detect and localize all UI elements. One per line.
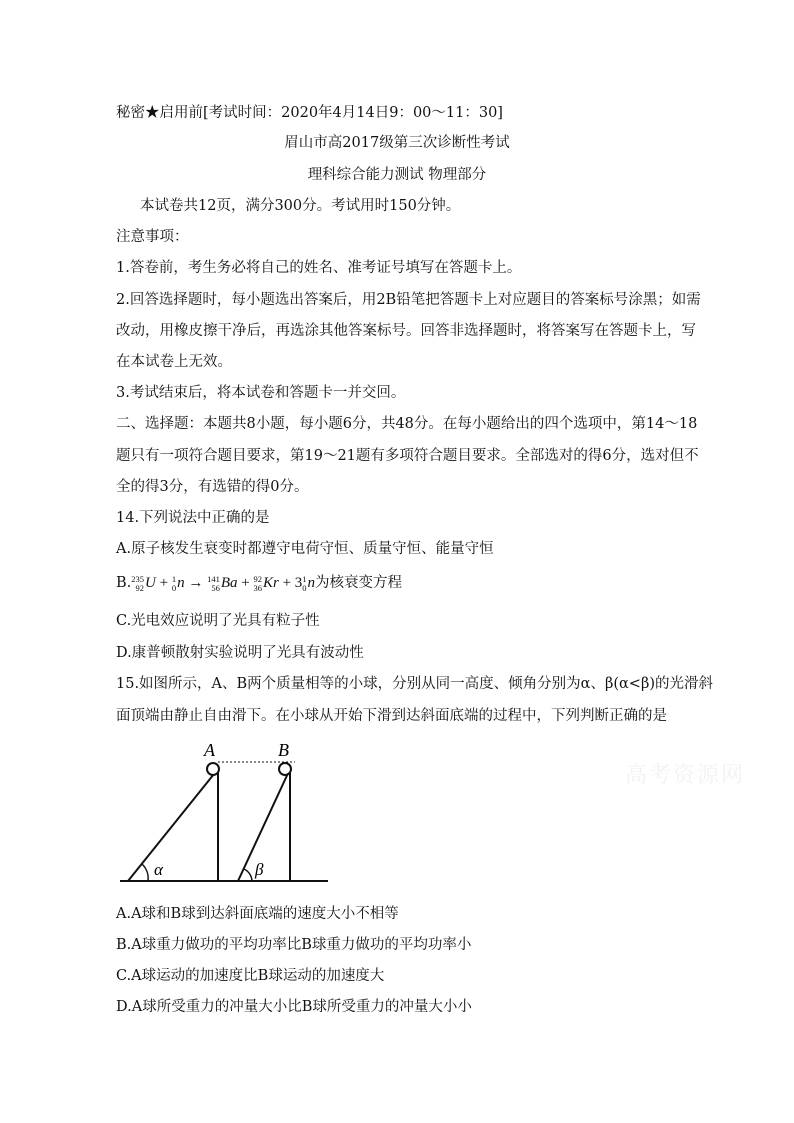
n2-charge-number: 0 bbox=[302, 582, 307, 593]
q15-option-c: C.A球运动的加速度比B球运动的加速度大 bbox=[116, 968, 385, 984]
u-mass-number: 235 bbox=[131, 573, 145, 584]
secret-line: 秘密★启用前[考试时间：2020年4月14日9：00～11：30] bbox=[116, 105, 503, 121]
q14-option-d: D.康普顿散射实验说明了光具有波动性 bbox=[116, 645, 364, 661]
kr-isotope-numbers bbox=[253, 575, 262, 593]
exam-title: 眉山市高2017级第三次诊断性考试 bbox=[284, 135, 510, 151]
section-2-line-1: 二、选择题：本题共8小题，每小题6分，共48分。在每小题给出的四个选项中，第14～18 bbox=[116, 416, 698, 432]
n2-mass-number: 1 bbox=[302, 573, 307, 584]
notice-item-2-line-3: 在本试卷上无效。 bbox=[116, 354, 232, 370]
q15-stem-line-1: 15.如图所示，A、B两个质量相等的小球，分别从同一高度、倾角分别为α、β(α<β)的光滑斜 bbox=[116, 676, 713, 692]
exam-subtitle: 理科综合能力测试 物理部分 bbox=[307, 167, 487, 183]
kr-symbol: Kr bbox=[262, 575, 279, 591]
ba-mass-number: 141 bbox=[207, 573, 220, 584]
q14-option-a: A.原子核发生衰变时都遵守电荷守恒、质量守恒、能量守恒 bbox=[116, 541, 494, 557]
notice-item-2-line-2: 改动，用橡皮擦干净后，再选涂其他答案标号。回答非选择题时，将答案写在答题卡上，写 bbox=[116, 323, 696, 339]
q15-stem-line-2: 面顶端由静止自由滑下。在小球从开始下滑到达斜面底端的过程中，下列判断正确的是 bbox=[116, 708, 667, 724]
label-a: A bbox=[204, 740, 215, 760]
angle-alpha-arc bbox=[142, 864, 148, 881]
q15-option-d: D.A球所受重力的冲量大小比B球所受重力的冲量大小小 bbox=[116, 999, 472, 1015]
u-charge-number: 92 bbox=[135, 582, 145, 593]
exam-intro: 本试卷共12页，满分300分。考试用时150分钟。 bbox=[140, 198, 461, 214]
watermark: 高考资源网 bbox=[625, 763, 746, 788]
q14-option-c: C.光电效应说明了光具有粒子性 bbox=[116, 613, 320, 629]
q15-option-b: B.A球重力做功的平均功率比B球重力做功的平均功率小 bbox=[116, 937, 472, 953]
q14-option-b-suffix: 为核衰变方程 bbox=[315, 575, 403, 591]
ball-a bbox=[207, 763, 219, 775]
incline-b-slope bbox=[238, 769, 290, 881]
section-2-line-2: 题只有一项符合题目要求，第19～21题有多项符合题目要求。全部选对的得6分，选对但不 bbox=[116, 448, 699, 464]
n1-mass-number: 1 bbox=[171, 573, 177, 584]
label-alpha: α bbox=[154, 860, 163, 879]
notice-item-1: 1.答卷前，考生务必将自己的姓名、准考证号填写在答题卡上。 bbox=[116, 260, 522, 276]
section-2-line-3: 全的得3分，有选错的得0分。 bbox=[116, 479, 309, 495]
n1-symbol: n bbox=[177, 575, 185, 591]
label-b: B bbox=[278, 740, 289, 760]
kr-mass-number: 92 bbox=[253, 573, 262, 584]
q15-option-a: A.A球和B球到达斜面底端的速度大小不相等 bbox=[116, 906, 399, 922]
nuclear-equation bbox=[131, 575, 315, 591]
plus-three: + 3 bbox=[278, 575, 303, 591]
ba-charge-number: 56 bbox=[211, 582, 220, 593]
kr-charge-number: 36 bbox=[253, 582, 262, 593]
plus-sign: + bbox=[155, 575, 172, 591]
n2-symbol: n bbox=[307, 575, 316, 591]
ball-b bbox=[279, 763, 291, 775]
label-beta: β bbox=[255, 860, 264, 879]
n1-charge-number: 0 bbox=[171, 582, 177, 593]
incline-a-slope bbox=[128, 769, 218, 881]
notice-item-2-line-1: 2.回答选择题时，每小题选出答案后，用2B铅笔把答题卡上对应题目的答案标号涂黑；如需 bbox=[116, 292, 701, 308]
inclines-diagram bbox=[112, 738, 342, 888]
q14-option-b bbox=[116, 573, 402, 593]
q14-stem: 14.下列说法中正确的是 bbox=[116, 510, 270, 526]
arrow-icon: → bbox=[184, 575, 208, 591]
plus-sign: + bbox=[237, 575, 254, 591]
notice-item-3: 3.考试结束后，将本试卷和答题卡一并交回。 bbox=[116, 385, 406, 401]
u-symbol: U bbox=[145, 575, 156, 591]
q14-option-b-prefix: B. bbox=[116, 575, 132, 591]
n2-isotope-numbers bbox=[302, 575, 306, 593]
n1-isotope-numbers bbox=[172, 575, 176, 593]
u-isotope-numbers bbox=[131, 575, 144, 593]
angle-beta-arc bbox=[244, 869, 252, 881]
ba-isotope-numbers bbox=[207, 575, 220, 593]
notice-heading: 注意事项： bbox=[116, 229, 189, 245]
ba-symbol: Ba bbox=[220, 575, 238, 591]
